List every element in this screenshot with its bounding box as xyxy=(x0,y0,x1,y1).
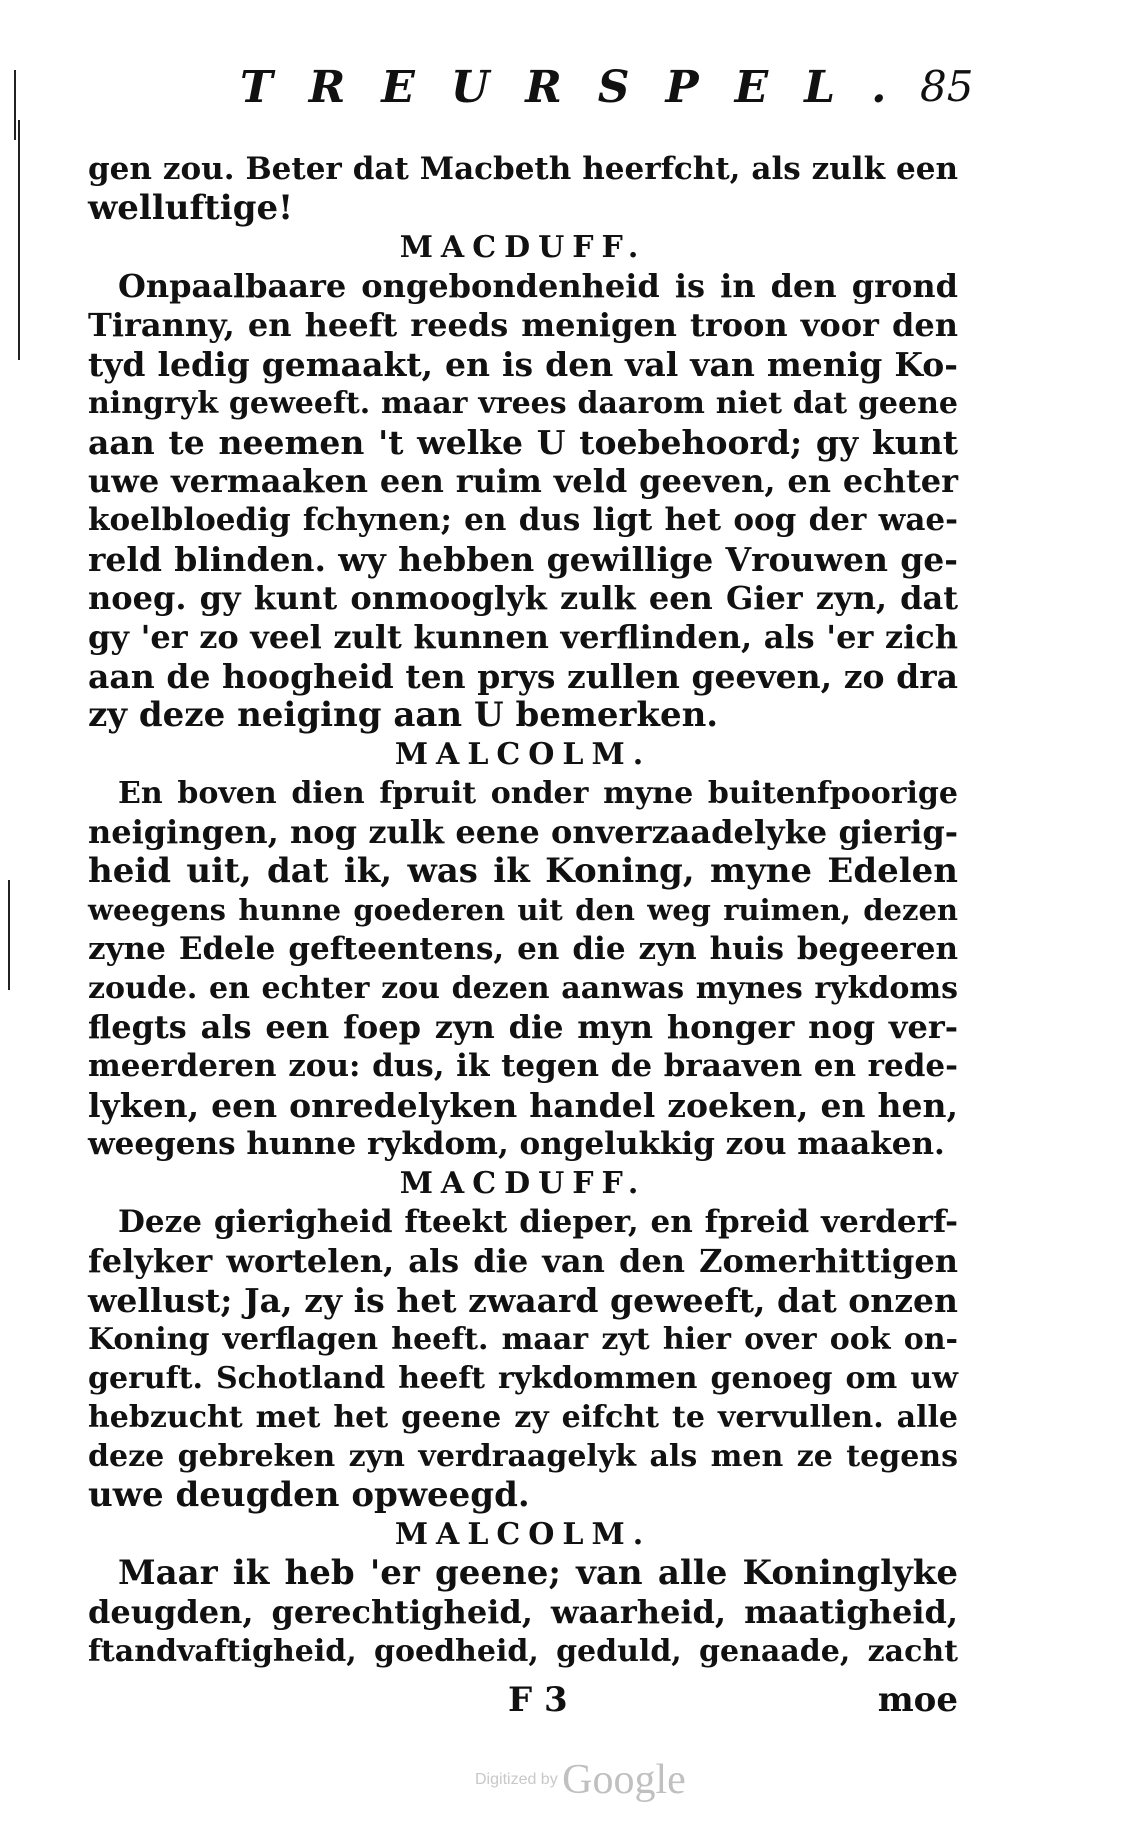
text-line: felyker wortelen, als die van den Zomerhittigen xyxy=(88,1242,958,1280)
text-line: hebzucht met het geene zy eifcht te vervullen. alle xyxy=(88,1400,958,1435)
text-line: weegens hunne rykdom, ongelukkig zou maaken. xyxy=(88,1126,945,1162)
text-line: wellust; Ja, zy is het zwaard geweeft, dat onzen xyxy=(88,1281,958,1320)
text-line: Deze gierigheid fteekt dieper, en fpreid verderf- xyxy=(118,1204,958,1240)
text-line: aan de hoogheid ten prys zullen geeven, zo dra xyxy=(88,657,958,696)
text-line: deze gebreken zyn verdraagelyk als men ze tegens xyxy=(88,1439,958,1474)
text-line: aan te neemen 't welke U toebehoord; gy kunt xyxy=(88,423,958,462)
speaker-heading: MACDUFF. xyxy=(399,1166,647,1201)
signature-mark: F 3 xyxy=(508,1680,568,1720)
watermark-digitized-by: Digitized by xyxy=(475,1771,558,1788)
text-line: zyne Edele gefteentens, en die zyn huis begeeren xyxy=(88,931,958,967)
text-line: ningryk geweeft. maar vrees daarom niet dat geene xyxy=(88,386,958,421)
speaker-heading: MALCOLM. xyxy=(394,1517,652,1552)
text-line: geruft. Schotland heeft rykdommen genoeg om uw xyxy=(88,1361,958,1396)
text-line: gen zou. Beter dat Macbeth heerfcht, als zulk een xyxy=(88,151,958,187)
text-body xyxy=(88,150,958,1671)
margin-rule-mark xyxy=(8,880,10,990)
text-line: koelbloedig fchynen; en dus ligt het oog der wae- xyxy=(88,502,958,538)
text-line: noeg. gy kunt onmooglyk zulk een Gier zyn, dat xyxy=(88,579,958,617)
text-line: heid uit, dat ik, was ik Koning, myne Edelen xyxy=(88,851,958,891)
text-line: neigingen, nog zulk eene onverzaadelyke gierig- xyxy=(88,813,958,851)
watermark-brand: Google xyxy=(562,1757,686,1803)
text-line: Koning verflagen heeft. maar zyt hier over ook on- xyxy=(88,1322,958,1357)
text-line: deugden, gerechtigheid, waarheid, maatigheid, xyxy=(88,1593,958,1631)
text-line: Maar ik heb 'er geene; van alle Koninglyke xyxy=(118,1553,958,1593)
speaker-heading: MACDUFF. xyxy=(399,230,647,265)
text-line: flegts als een foep zyn die myn honger nog ver- xyxy=(88,1008,958,1046)
speaker-heading: MALCOLM. xyxy=(394,737,652,772)
digitization-watermark xyxy=(475,1756,686,1804)
text-line: meerderen zou: dus, ik tegen de braaven en rede- xyxy=(88,1048,958,1084)
text-line: uwe vermaaken een ruim veld geeven, en echter xyxy=(88,462,958,500)
page-footer xyxy=(88,1680,958,1720)
catchword: moe xyxy=(877,1680,958,1720)
text-line: Tiranny, en heeft reeds menigen troon voor den xyxy=(88,306,958,344)
running-head: TREURSPEL. xyxy=(240,62,923,113)
text-line: gy 'er zo veel zult kunnen verflinden, als 'er zich xyxy=(88,618,958,656)
margin-rule-mark xyxy=(14,70,16,140)
text-line: uwe deugden opweegd. xyxy=(88,1475,530,1515)
margin-rule-mark xyxy=(18,120,20,360)
text-line: reld blinden. wy hebben gewillige Vrouwen ge- xyxy=(88,540,958,579)
text-line: welluftige! xyxy=(88,188,294,228)
text-line: Onpaalbaare ongebondenheid is in den grond xyxy=(118,267,958,305)
text-line: lyken, een onredelyken handel zoeken, en hen, xyxy=(88,1086,958,1125)
text-line: weegens hunne goederen uit den weg ruimen, dezen xyxy=(88,893,958,927)
text-line: ftandvaftigheid, goedheid, geduld, genaade, zacht xyxy=(88,1634,958,1669)
text-line: zoude. en echter zou dezen aanwas mynes rykdoms xyxy=(88,971,958,1006)
text-line: tyd ledig gemaakt, en is den val van menig Ko- xyxy=(88,345,958,384)
page-number: 85 xyxy=(920,62,974,111)
text-line: zy deze neiging aan U bemerken. xyxy=(88,695,719,735)
text-line: En boven dien fpruit onder myne buitenfpoorige xyxy=(118,776,958,811)
